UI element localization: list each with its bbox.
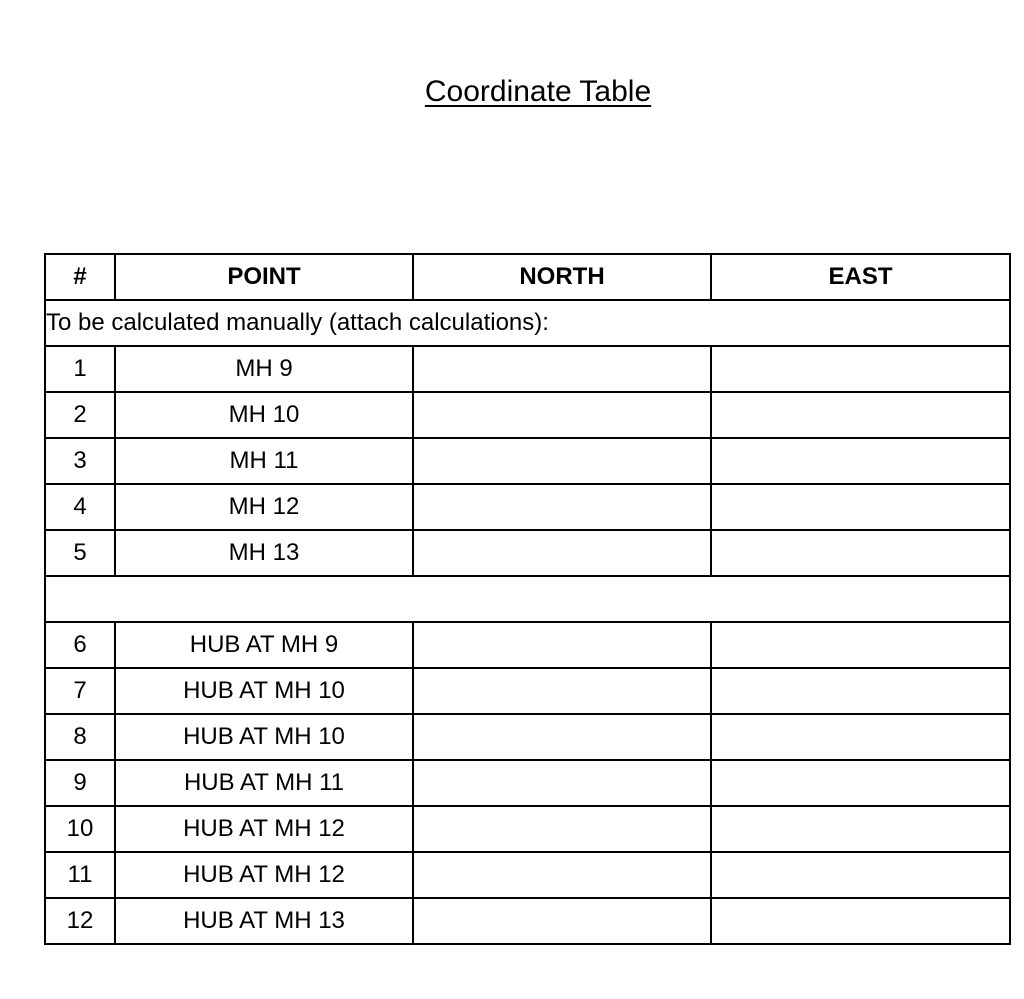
row-number: 11 bbox=[45, 852, 115, 898]
row-number: 3 bbox=[45, 438, 115, 484]
east-cell[interactable] bbox=[711, 852, 1010, 898]
east-cell[interactable] bbox=[711, 668, 1010, 714]
north-cell[interactable] bbox=[413, 392, 711, 438]
point-name: HUB AT MH 10 bbox=[115, 714, 413, 760]
point-name: MH 9 bbox=[115, 346, 413, 392]
point-name: MH 11 bbox=[115, 438, 413, 484]
table-row bbox=[45, 392, 1010, 438]
point-name: MH 10 bbox=[115, 392, 413, 438]
north-cell[interactable] bbox=[413, 438, 711, 484]
north-cell[interactable] bbox=[413, 898, 711, 944]
north-cell[interactable] bbox=[413, 852, 711, 898]
row-number: 9 bbox=[45, 760, 115, 806]
north-cell[interactable] bbox=[413, 806, 711, 852]
north-cell[interactable] bbox=[413, 346, 711, 392]
row-number: 10 bbox=[45, 806, 115, 852]
point-name: MH 12 bbox=[115, 484, 413, 530]
east-cell[interactable] bbox=[711, 806, 1010, 852]
table-row bbox=[45, 760, 1010, 806]
north-cell[interactable] bbox=[413, 484, 711, 530]
table-row bbox=[45, 714, 1010, 760]
row-number: 4 bbox=[45, 484, 115, 530]
table-row bbox=[45, 898, 1010, 944]
header-number: # bbox=[45, 254, 115, 300]
table-row bbox=[45, 530, 1010, 576]
row-number: 1 bbox=[45, 346, 115, 392]
table-header-row bbox=[45, 254, 1010, 300]
row-number: 5 bbox=[45, 530, 115, 576]
table-row bbox=[45, 484, 1010, 530]
coordinate-table bbox=[44, 253, 1011, 945]
point-name: HUB AT MH 11 bbox=[115, 760, 413, 806]
row-number: 7 bbox=[45, 668, 115, 714]
east-cell[interactable] bbox=[711, 530, 1010, 576]
table-row bbox=[45, 346, 1010, 392]
east-cell[interactable] bbox=[711, 760, 1010, 806]
row-number: 8 bbox=[45, 714, 115, 760]
header-east: EAST bbox=[711, 254, 1010, 300]
row-number: 2 bbox=[45, 392, 115, 438]
point-name: HUB AT MH 12 bbox=[115, 806, 413, 852]
table-row bbox=[45, 622, 1010, 668]
document-title: Coordinate Table bbox=[424, 75, 652, 108]
north-cell[interactable] bbox=[413, 622, 711, 668]
east-cell[interactable] bbox=[711, 898, 1010, 944]
east-cell[interactable] bbox=[711, 484, 1010, 530]
table-row bbox=[45, 852, 1010, 898]
point-name: HUB AT MH 12 bbox=[115, 852, 413, 898]
spacer-row bbox=[45, 576, 1010, 622]
north-cell[interactable] bbox=[413, 714, 711, 760]
point-name: HUB AT MH 9 bbox=[115, 622, 413, 668]
table-row bbox=[45, 438, 1010, 484]
header-north: NORTH bbox=[413, 254, 711, 300]
row-number: 6 bbox=[45, 622, 115, 668]
calculation-note: To be calculated manually (attach calculations): bbox=[45, 300, 1010, 346]
east-cell[interactable] bbox=[711, 438, 1010, 484]
east-cell[interactable] bbox=[711, 392, 1010, 438]
table-row bbox=[45, 668, 1010, 714]
north-cell[interactable] bbox=[413, 530, 711, 576]
north-cell[interactable] bbox=[413, 760, 711, 806]
spacer-cell bbox=[45, 576, 1010, 622]
east-cell[interactable] bbox=[711, 346, 1010, 392]
point-name: MH 13 bbox=[115, 530, 413, 576]
row-number: 12 bbox=[45, 898, 115, 944]
table-row bbox=[45, 806, 1010, 852]
east-cell[interactable] bbox=[711, 714, 1010, 760]
east-cell[interactable] bbox=[711, 622, 1010, 668]
north-cell[interactable] bbox=[413, 668, 711, 714]
note-row bbox=[45, 300, 1010, 346]
header-point: POINT bbox=[115, 254, 413, 300]
point-name: HUB AT MH 13 bbox=[115, 898, 413, 944]
point-name: HUB AT MH 10 bbox=[115, 668, 413, 714]
